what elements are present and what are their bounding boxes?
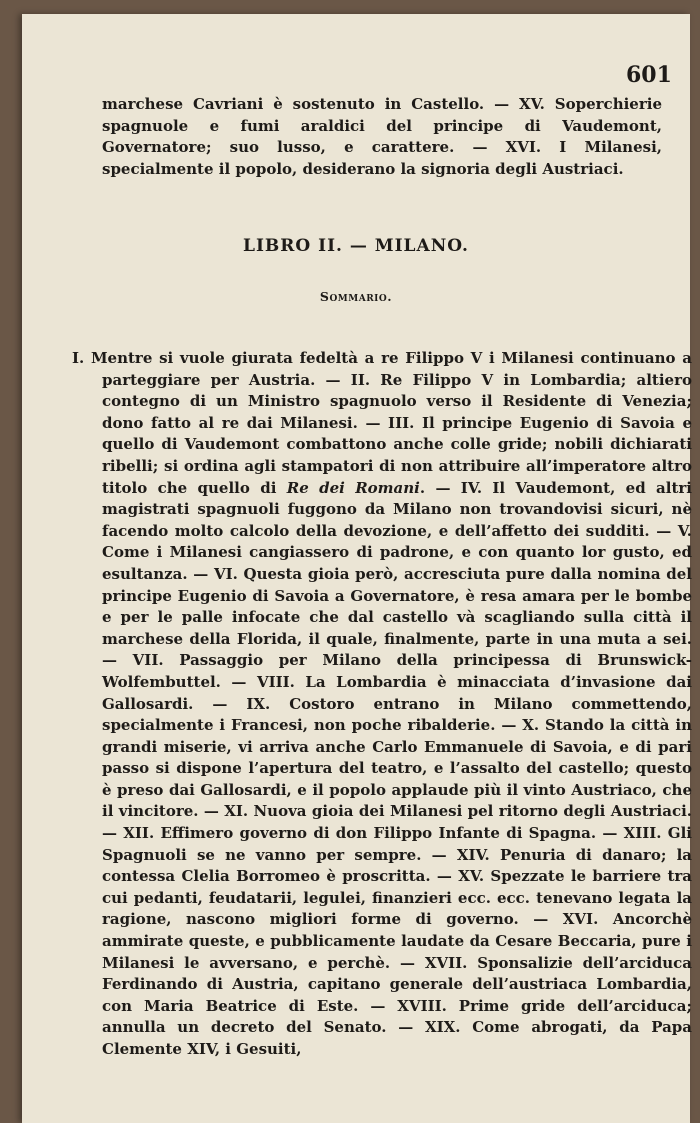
intro-paragraph: marchese Cavriani è sostenuto in Castello. — XV. Soperchierie spagnuole e fumi araldici del principe di Vaudemont, Governatore; suo lusso, e carattere. — XVI. I Milanesi, specialmente il popolo, desiderano la signoria degli Austriaci. [102, 95, 662, 178]
summary-paragraph [72, 348, 692, 1061]
page-number: 601 [626, 62, 672, 88]
summary-label: Sommario. [319, 289, 393, 304]
summary-text-1: I. Mentre si vuole giurata fedeltà a re Filippo V i Milanesi continuano a parteggiare per Austria. — II. Re Filippo V in Lombardia; altiero contegno di un Ministro spagnuolo verso il Residente di Venezia; dono fatto al re dai Milanesi. — III. Il principe Eugenio di Savoia e quello di Vaudemont combattono anche colle gride; nobili dichiarati ribelli; si ordina agli stampatori di non attribuire all’imperatore altro titolo che quello di [72, 349, 692, 497]
book-page [22, 14, 690, 1123]
book-title: LIBRO II. — MILANO. [243, 236, 469, 256]
summary-text-2: . — IV. Il Vaudemont, ed altri magistrati spagnuoli fuggono da Milano non trovandovisi sicuri, nè facendo molto calcolo della devozione, e dell’affetto dei sudditi. — V. Come i Milanesi cangiassero di padrone, e con quanto lor gusto, ed esultanza. — VI. Questa gioia però, accresciuta pure dalla nomina del principe Eugenio di Savoia a Governatore, è resa amara per le bombe e per le palle infocate che dal castello và scagliando sulla città il marchese della Florida, il quale, finalmente, parte in una muta a sei. — VII. Passaggio per Milano della principessa di Brunswick-Wolfembuttel. — VIII. La Lombardia è minacciata d’invasione dai Gallosardi. — IX. Costoro entrano in Milano commettendo, specialmente i Francesi, non poche ribalderie. — X. Stando la città in grandi miserie, vi arriva anche Carlo Emmanuele di Savoia, e di pari passo si dispone l’apertura del teatro, e l’assalto del castello; questo è preso dai Gallosardi, e il popolo applaude più il vinto Austriaco, che il vincitore. — XI. Nuova gioia dei Milanesi pel ritorno degli Austriaci. — XII. Effimero governo di don Filippo Infante di Spagna. — XIII. Gli Spagnuoli se ne vanno per sempre. — XIV. Penuria di danaro; la contessa Clelia Borromeo è proscritta. — XV. Spezzate le barriere tra cui pedanti, feudatarii, legulei, finanzieri ecc. ecc. tenevano legata la ragione, nascono migliori forme di governo. — XVI. Ancorchè ammirate queste, e pubblicamente laudate da Cesare Beccaria, pure i Milanesi le avversano, e perchè. — XVII. Sponsalizie dell’arciduca Ferdinando di Austria, capitano generale dell’austriaca Lombardia, con Maria Beatrice di Este. — XVIII. Prime gride dell’arciduca; annulla un decreto del Senato. — XIX. Come abrogati, da Papa Clemente XIV, i Gesuiti, [102, 478, 692, 1058]
summary-italic-title: Re dei Romani [286, 478, 420, 497]
